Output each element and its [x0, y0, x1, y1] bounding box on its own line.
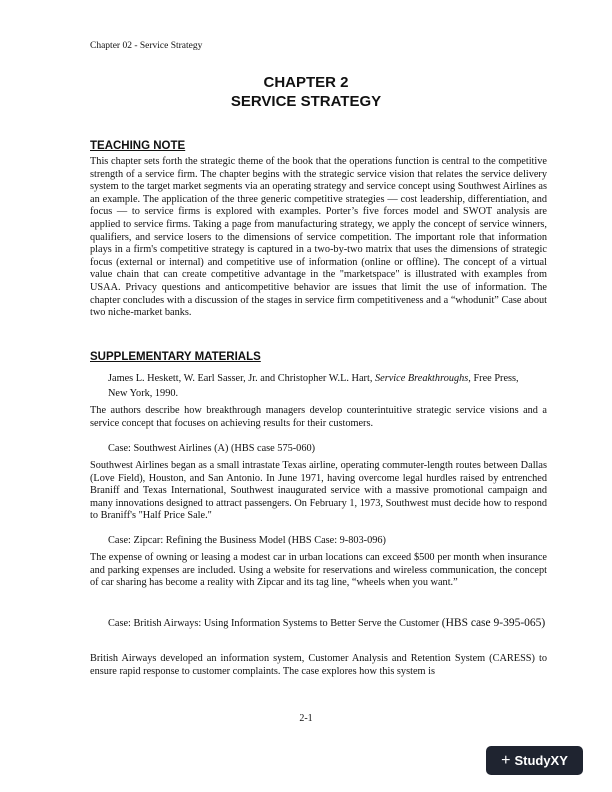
- chapter-number: CHAPTER 2: [263, 74, 349, 91]
- case-zipcar-body: The expense of owning or leasing a modest car in urban locations can exceed $500 per month when insurance and parking expenses are included. Using a website for reservations and wireless communication, the concept of car sharing has become a reality with Zipcar and its tag line, “wheels when you want.”: [90, 552, 547, 589]
- case-southwest-title: Case: Southwest Airlines (A) (HBS case 575-060): [108, 443, 316, 454]
- reference-summary: The authors describe how breakthrough managers develop counterintuitive strategic service visions and a service concept that focuses on achieving results for their customers.: [90, 405, 547, 429]
- teaching-note-heading: TEACHING NOTE: [90, 140, 186, 152]
- reference-citation: [108, 372, 538, 401]
- running-header: Chapter 02 - Service Strategy: [90, 41, 203, 51]
- case-british-airways-title: [108, 616, 548, 631]
- page-number: 2-1: [299, 713, 313, 724]
- chapter-title: [0, 73, 612, 111]
- case-british-airways-body: British Airways developed an information system, Customer Analysis and Retention System (CARESS) to ensure rapid response to customer complaints. The case explores how this system is: [90, 653, 547, 677]
- supplementary-heading: SUPPLEMENTARY MATERIALS: [90, 351, 261, 363]
- case-southwest-body: Southwest Airlines began as a small intrastate Texas airline, operating commuter-length routes between Dallas (Love Field), Houston, and San Antonio. In June 1971, having overcome legal hurdles raised by entrenched Braniff and Texas International, Southwest inaugurated service with a massive promotional campaign and many innovations designed to attract passengers. On February 1, 1973, Southwest must decide how to respond to Braniff's "Half Price Sale.": [90, 460, 547, 522]
- case-british-airways-title-code: (HBS case 9-395-065): [441, 617, 546, 629]
- reference-book-title: Service Breakthroughs: [374, 373, 469, 384]
- reference-publisher: , Free Press, New York, 1990.: [108, 373, 519, 399]
- case-british-airways-title-main: Case: British Airways: Using Information Systems to Better Serve the Customer: [108, 618, 442, 629]
- plus-icon: +: [501, 751, 511, 769]
- chapter-name: SERVICE STRATEGY: [230, 93, 382, 110]
- studyxy-logo: [486, 746, 583, 775]
- teaching-note-body: This chapter sets forth the strategic theme of the book that the operations function is central to the competitive strength of a service firm. The chapter begins with the strategic service vision that relates the service delivery system to the target market segments via an operating strategy and service concept using Southwest Airlines as an example. The application of the three generic competitive strategies — cost leadership, differentiation, and focus — to service firms is explored with examples. Porter’s five forces model and SWOT analysis are applied to service firms. Taking a page from manufacturing strategy, we apply the concept of service winners, qualifiers, and service losers to the dimensions of service competition. The important role that information plays in a firm's competitive strategy is captured in a two-by-two matrix that uses the dimensions of strategic focus (external or internal) and competitive use of information (online or offline). The concept of a virtual value chain that can create competitive advantage in the "marketspace" is illustrated with examples from USAA. Privacy questions and anticompetitive behavior are issues that limit the use of information. The chapter concludes with a discussion of the stages in service firm competitiveness and a “whodunit” Case about two niche-market banks.: [90, 156, 547, 319]
- logo-text: StudyXY: [514, 753, 568, 768]
- case-zipcar-title: Case: Zipcar: Refining the Business Model (HBS Case: 9-803-096): [108, 535, 386, 546]
- reference-authors: James L. Heskett, W. Earl Sasser, Jr. and Christopher W.L. Hart,: [108, 373, 373, 384]
